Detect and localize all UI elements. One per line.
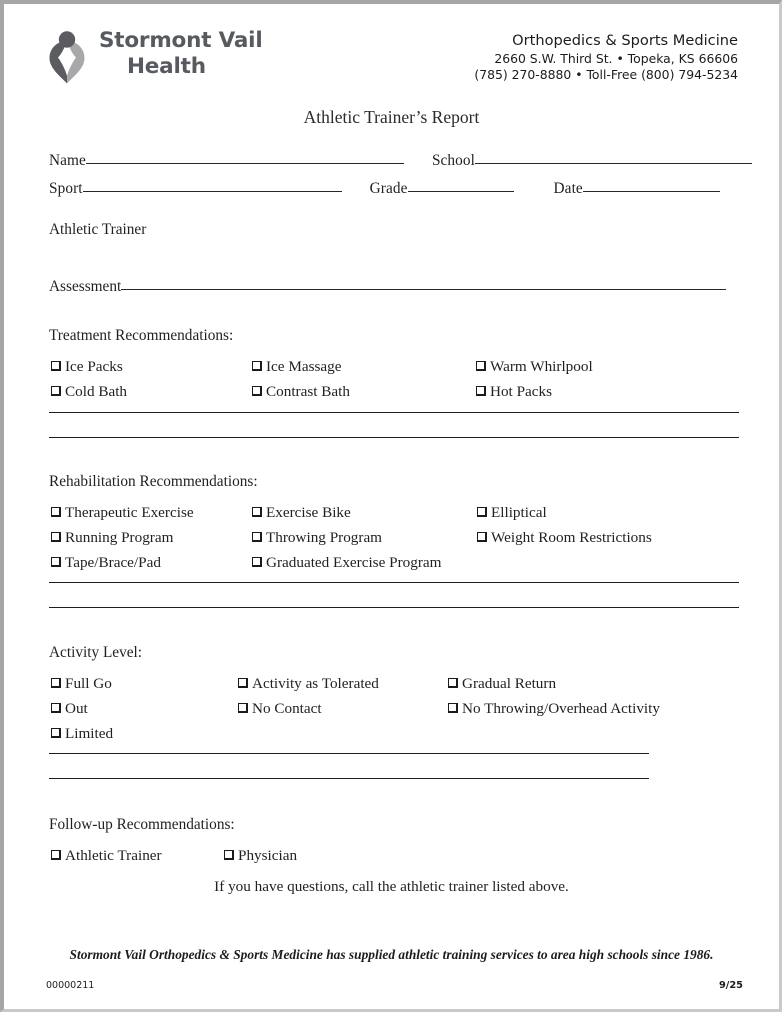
notes-line[interactable] — [49, 607, 739, 608]
page-header — [46, 28, 738, 98]
option-label: Exercise Bike — [266, 504, 351, 521]
brand-name — [99, 28, 263, 81]
option-label: Tape/Brace/Pad — [65, 554, 161, 571]
name-input-rule[interactable] — [86, 150, 404, 164]
option-label: No Throwing/Overhead Activity — [462, 700, 660, 717]
rehabilitation-section-title: Rehabilitation Recommendations: — [49, 473, 258, 490]
followup-option-row — [49, 845, 739, 870]
clinic-title: Orthopedics & Sports Medicine — [512, 32, 738, 49]
form-sheet — [4, 4, 779, 1009]
option-label: Full Go — [65, 675, 112, 692]
followup-section-title: Follow-up Recommendations: — [49, 816, 235, 833]
checkbox-icon[interactable] — [51, 678, 61, 688]
checkbox-throwing-program[interactable] — [252, 527, 382, 548]
activity-level-option-row — [49, 673, 739, 698]
grade-label: Grade — [369, 180, 408, 197]
activity-level-section — [49, 644, 739, 748]
rehabilitation-notes-lines — [49, 582, 739, 632]
checkbox-icon[interactable] — [252, 532, 262, 542]
sport-label: Sport — [49, 180, 83, 197]
page-title: Athletic Trainer’s Report — [303, 107, 480, 127]
rehabilitation-option-row — [49, 502, 739, 527]
checkbox-icon[interactable] — [448, 678, 458, 688]
checkbox-icon[interactable] — [477, 507, 487, 517]
treatment-option-row — [49, 356, 739, 381]
assessment-input-rule[interactable] — [121, 276, 726, 290]
checkbox-followup-physician[interactable] — [224, 845, 297, 866]
athletic-trainer-label: Athletic Trainer — [49, 221, 147, 238]
checkbox-exercise-bike[interactable] — [252, 502, 351, 523]
grade-field[interactable] — [370, 178, 514, 198]
brand-lockup — [46, 28, 263, 84]
option-label: Out — [65, 700, 88, 717]
checkbox-no-throwing-overhead-activity[interactable] — [448, 698, 660, 719]
option-label: Cold Bath — [65, 383, 128, 400]
option-label: Elliptical — [491, 504, 547, 521]
option-label: Hot Packs — [490, 383, 553, 400]
option-label: Contrast Bath — [266, 383, 350, 400]
checkbox-icon[interactable] — [477, 532, 487, 542]
option-label: Warm Whirlpool — [490, 358, 593, 375]
notes-line[interactable] — [49, 412, 739, 413]
option-label: Weight Room Restrictions — [491, 529, 652, 546]
checkbox-running-program[interactable] — [51, 527, 173, 548]
stormont-vail-pin-logo-icon — [46, 30, 88, 84]
brand-name-line2: Health — [127, 54, 206, 80]
checkbox-hot-packs[interactable] — [476, 381, 552, 402]
followup-section — [49, 816, 739, 870]
activity-level-section-title: Activity Level: — [49, 644, 143, 661]
checkbox-icon[interactable] — [51, 507, 61, 517]
date-input-rule[interactable] — [583, 178, 720, 192]
page-number: 9/25 — [718, 980, 743, 991]
questions-note: If you have questions, call the athletic trainer listed above. — [214, 878, 569, 895]
option-label: Gradual Return — [462, 675, 557, 692]
checkbox-icon[interactable] — [51, 850, 61, 860]
checkbox-icon[interactable] — [51, 703, 61, 713]
sport-input-rule[interactable] — [83, 178, 342, 192]
option-label: Throwing Program — [266, 529, 382, 546]
date-label: Date — [553, 180, 583, 197]
treatment-options — [49, 356, 739, 406]
clinic-phone: (785) 270-8880 • Toll-Free (800) 794-5234 — [474, 67, 738, 83]
notes-line[interactable] — [49, 437, 739, 438]
checkbox-contrast-bath[interactable] — [252, 381, 350, 402]
checkbox-ice-packs[interactable] — [51, 356, 123, 377]
checkbox-graduated-exercise-program[interactable] — [252, 552, 441, 573]
option-label: Physician — [238, 847, 298, 864]
school-field[interactable] — [432, 150, 752, 170]
option-label: Ice Packs — [65, 358, 123, 375]
checkbox-ice-massage[interactable] — [252, 356, 341, 377]
name-label: Name — [49, 152, 86, 169]
activity-level-option-row — [49, 723, 739, 748]
clinic-address: 2660 S.W. Third St. • Topeka, KS 66606 — [494, 50, 738, 66]
checkbox-icon[interactable] — [51, 386, 61, 396]
checkbox-cold-bath[interactable] — [51, 381, 127, 402]
checkbox-full-go[interactable] — [51, 673, 112, 694]
checkbox-activity-as-tolerated[interactable] — [238, 673, 379, 694]
checkbox-icon[interactable] — [448, 703, 458, 713]
treatment-option-row — [49, 381, 739, 406]
notes-line[interactable] — [49, 753, 649, 754]
rehabilitation-option-row — [49, 527, 739, 552]
checkbox-icon[interactable] — [252, 557, 262, 567]
sport-grade-date-row — [49, 178, 739, 200]
option-label: Ice Massage — [266, 358, 342, 375]
sport-field[interactable] — [49, 178, 342, 198]
date-field[interactable] — [554, 178, 720, 198]
option-label: No Contact — [252, 700, 322, 717]
rehabilitation-option-row — [49, 552, 739, 577]
assessment-label: Assessment — [49, 278, 122, 295]
rehabilitation-section — [49, 473, 739, 577]
option-label: Activity as Tolerated — [252, 675, 379, 692]
checkbox-icon[interactable] — [51, 728, 61, 738]
activity-level-options — [49, 673, 739, 748]
checkbox-out[interactable] — [51, 698, 88, 719]
checkbox-followup-athletic-trainer[interactable] — [51, 845, 162, 866]
treatment-notes-lines — [49, 412, 739, 462]
checkbox-icon[interactable] — [51, 361, 61, 371]
option-label: Athletic Trainer — [65, 847, 162, 864]
notes-line[interactable] — [49, 778, 649, 779]
assessment-field[interactable] — [49, 276, 726, 296]
school-label: School — [431, 152, 476, 169]
checkbox-icon[interactable] — [51, 532, 61, 542]
treatment-section-title: Treatment Recommendations: — [49, 327, 234, 344]
followup-options — [49, 845, 739, 870]
name-school-row — [49, 150, 739, 172]
checkbox-therapeutic-exercise[interactable] — [51, 502, 194, 523]
tagline: Stormont Vail Orthopedics & Sports Medicine has supplied athletic training services to area high schools since 1986. — [69, 947, 714, 962]
clinic-info — [474, 32, 738, 84]
checkbox-icon[interactable] — [476, 386, 486, 396]
grade-input-rule[interactable] — [408, 178, 514, 192]
checkbox-icon[interactable] — [238, 703, 248, 713]
checkbox-icon[interactable] — [476, 361, 486, 371]
option-label: Running Program — [65, 529, 174, 546]
checkbox-no-contact[interactable] — [238, 698, 322, 719]
checkbox-weight-room-restrictions[interactable] — [477, 527, 652, 548]
treatment-section — [49, 327, 739, 406]
checkbox-icon[interactable] — [238, 678, 248, 688]
brand-name-line1: Stormont Vail — [99, 28, 263, 53]
name-field[interactable] — [49, 150, 404, 170]
checkbox-icon[interactable] — [252, 386, 262, 396]
checkbox-icon[interactable] — [51, 557, 61, 567]
checkbox-warm-whirlpool[interactable] — [476, 356, 593, 377]
option-label: Limited — [65, 725, 114, 742]
checkbox-icon[interactable] — [252, 507, 262, 517]
activity-level-option-row — [49, 698, 739, 723]
checkbox-icon[interactable] — [252, 361, 262, 371]
checkbox-gradual-return[interactable] — [448, 673, 556, 694]
checkbox-tape-brace-pad[interactable] — [51, 552, 161, 573]
checkbox-limited[interactable] — [51, 723, 113, 744]
rehabilitation-options — [49, 502, 739, 577]
checkbox-icon[interactable] — [224, 850, 234, 860]
athletic-trainer-field — [49, 221, 146, 239]
option-label: Therapeutic Exercise — [65, 504, 194, 521]
activity-level-notes-lines — [49, 753, 649, 803]
option-label: Graduated Exercise Program — [266, 554, 442, 571]
notes-line[interactable] — [49, 582, 739, 583]
school-input-rule[interactable] — [475, 150, 752, 164]
document-id: 00000211 — [46, 980, 95, 991]
checkbox-elliptical[interactable] — [477, 502, 547, 523]
